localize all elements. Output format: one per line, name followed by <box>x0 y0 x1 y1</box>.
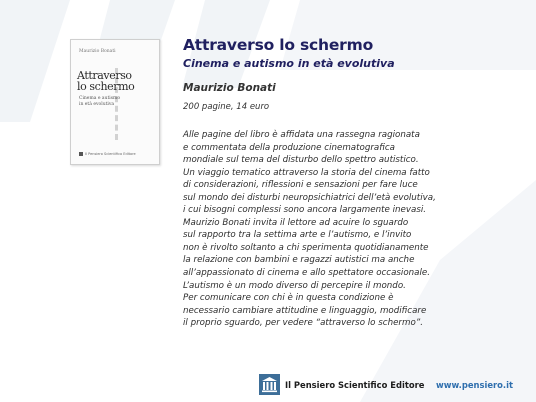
cover-subtitle-line-1: Cinema e autismo <box>79 96 121 101</box>
cover-subtitle-line-2: in età evolutiva <box>79 101 115 107</box>
description-line: necessario cambiare attitudine e linguaggio, modificare <box>183 305 427 316</box>
description-line: non è rivolto soltanto a chi sperimenta quotidianamente <box>183 242 429 253</box>
cover-publisher-logo-icon <box>79 152 83 156</box>
book-description <box>183 129 483 330</box>
cover-title-line-1: Attraverso <box>77 69 132 82</box>
description-line: i cui bisogni complessi sono ancora largamente inevasi. <box>183 205 427 216</box>
cover-publisher <box>79 152 136 156</box>
description-line: Un viaggio tematico attraverso la storia del cinema fatto <box>183 167 430 178</box>
description-line: Per comunicare con chi è in questa condizione è <box>183 293 394 304</box>
description-line: la relazione con bambini e ragazzi autistici ma anche <box>183 255 415 266</box>
description-line: mondiale sul tema del disturbo dello spettro autistico. <box>183 155 419 166</box>
publisher-name: Il Pensiero Scientifico Editore <box>285 380 425 390</box>
cover-subtitle <box>79 96 151 107</box>
website-link[interactable]: www.pensiero.it <box>436 380 513 390</box>
description-line: di considerazioni, riflessioni e sensazioni per fare luce <box>183 180 418 191</box>
description-line: sul mondo dei disturbi neuropsichiatrici dell’età evolutiva, <box>183 192 436 203</box>
cover-publisher-name: Il Pensiero Scientifico Editore <box>85 152 136 156</box>
description-line: L’autismo è un modo diverso di percepire il mondo. <box>183 280 406 291</box>
book-cover <box>70 39 160 165</box>
cover-author: Maurizio Bonati <box>79 49 116 54</box>
temple-columns-icon <box>259 374 280 395</box>
description-line: il proprio sguardo, per vedere “attraverso lo schermo”. <box>183 318 424 329</box>
cover-title-line-2: lo schermo <box>77 80 135 93</box>
book-author: Maurizio Bonati <box>183 82 276 94</box>
description-line: Alle pagine del libro è affidata una rassegna ragionata <box>183 130 420 140</box>
book-subtitle: Cinema e autismo in età evolutiva <box>183 57 395 70</box>
book-details: 200 pagine, 14 euro <box>183 102 270 112</box>
description-line: all’appassionato di cinema e allo spettatore occasionale. <box>183 268 431 279</box>
description-line: sul rapporto tra la settima arte e l’autismo, e l’invito <box>183 230 412 241</box>
cover-title <box>77 70 157 92</box>
description-line: e commentata della produzione cinematografica <box>183 142 395 153</box>
description-line: Maurizio Bonati invita il lettore ad acuire lo sguardo <box>183 217 409 228</box>
book-title: Attraverso lo schermo <box>183 36 374 54</box>
